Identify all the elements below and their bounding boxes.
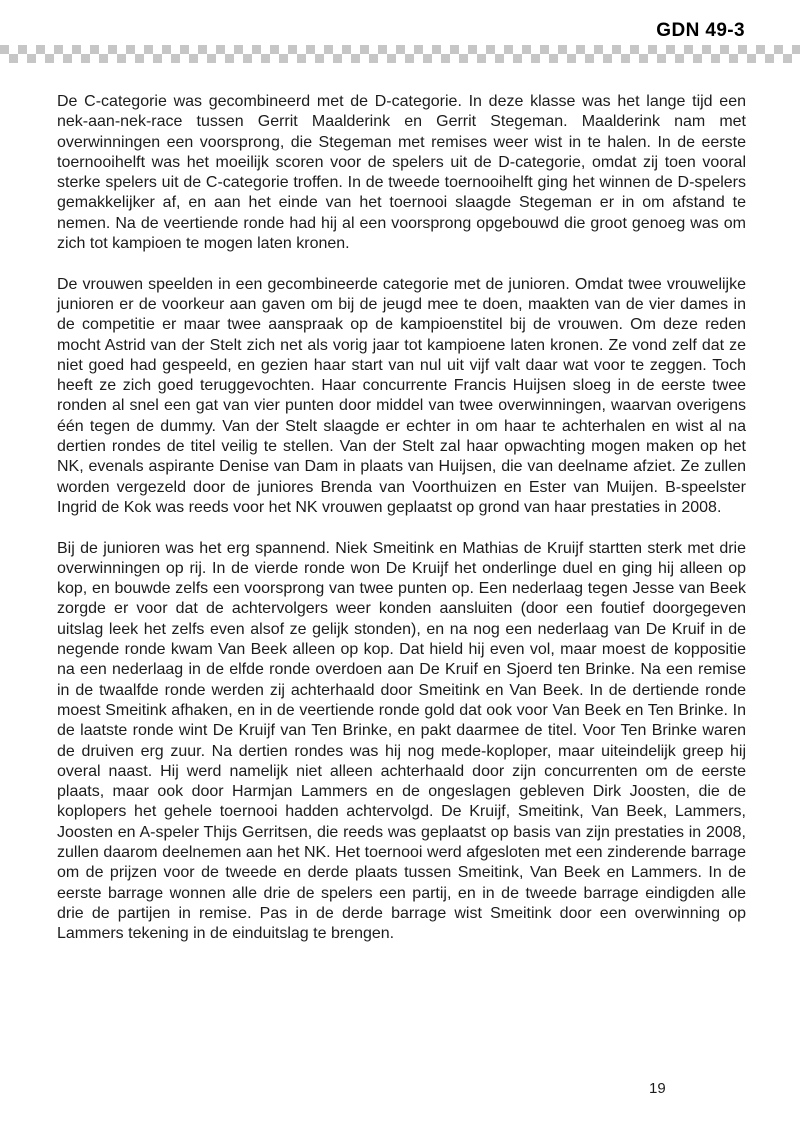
issue-header-title: GDN 49-3 <box>656 20 745 41</box>
article-body <box>57 92 746 944</box>
checkered-divider-band <box>0 45 800 63</box>
paragraph-women-juniors-category: De vrouwen speelden in een gecombineerde categorie met de junioren. Omdat twee vrouwelijke junioren er de voorkeur aan gaven om bij de jeugd mee te doen, maakten van de vier dames in de competitie er maar twee aanspraak op de kampioenstitel bij de vrouwen. Om deze reden mocht Astrid van der Stelt zich net als vorig jaar tot kampioene laten kronen. Ze vond zelf dat ze niet goed had gespeeld, en gezien haar start van nul uit vijf valt daar wat voor te zeggen. Toch heeft ze zich goed teruggevochten. Haar concurrente Francis Huijsen sloeg in de eerste twee ronden al snel een gat van vier punten door middel van twee overwinningen, waarvan overigens één tegen de dummy. Van der Stelt slaagde er echter in om haar te achterhalen en wist al na dertien rondes de titel veilig te stellen. Van der Stelt zal haar opwachting mogen maken op het NK, evenals aspirante Denise van Dam in plaats van Huijsen, die van deelname afziet. Ze zullen worden vergezeld door de juniores Brenda van Voorthuizen en Ester van Muijen. B-speelster Ingrid de Kok was reeds voor het NK vrouwen geplaatst op grond van haar prestaties in 2008. <box>57 275 746 516</box>
page-number: 19 <box>649 1080 666 1097</box>
paragraph-juniors-results: Bij de junioren was het erg spannend. Niek Smeitink en Mathias de Kruijf startten sterk met drie overwinningen op rij. In de vierde ronde won De Kruijf het onderlinge duel en ging hij alleen op kop, en bouwde zelfs een voorsprong van twee punten op. Een nederlaag tegen Jesse van Beek zorgde er voor dat de achtervolgers weer konden aansluiten (door een foutief doorgegeven uitslag leek het zelfs even alsof ze gelijk stonden), en na nog een nederlaag van De Kruif in de negende ronde kwam Van Beek alleen op kop. Dat hield hij even vol, maar moest de koppositie na een nederlaag in de elfde ronde overdoen aan De Kruif en Sjoerd ten Brinke. Na een remise in de twaalfde ronde werden zij achterhaald door Smeitink en Van Beek. In de dertiende ronde moest Smeitink afhaken, en in de veertiende ronde gold dat ook voor Van Beek en Ten Brinke. In de laatste ronde wint De Kruijf van Ten Brinke, en pakt daarmee de titel. Voor Ten Brinke waren de druiven erg zuur. Na dertien rondes was hij nog mede-koploper, maar uiteindelijk greep hij overal naast. Hij werd namelijk niet alleen achterhaald door zijn concurrenten om de eerste plaats, maar ook door Harmjan Lammers en de ongeslagen gebleven Dirk Joosten, die de koplopers het gehele toernooi hadden achtervolgd. De Kruijf, Smeitink, Van Beek, Lammers, Joosten en A-speler Thijs Gerritsen, die reeds was geplaatst op basis van zijn prestaties in 2008, zullen daarom deelnemen aan het NK. Het toernooi werd afgesloten met een zinderende barrage om de prijzen voor de tweede en derde plaats tussen Smeitink, Van Beek en Lammers. In de eerste barrage wonnen alle drie de spelers een partij, en in de tweede barrage eindigden alle drie de partijen in remise. Pas in de derde barrage wist Smeitink door een overwinning op Lammers tekening in de einduitslag te brengen. <box>57 539 746 943</box>
paragraph-cd-category: De C-categorie was gecombineerd met de D-categorie. In deze klasse was het lange tijd een nek-aan-nek-race tussen Gerrit Maalderink en Gerrit Stegeman. Maalderink nam met overwinningen een voorsprong, die Stegeman met remises weer wist in te halen. In de eerste toernooihelft was het moeilijk scoren voor de spelers uit de D-categorie, omdat zij toen vooral sterke spelers uit de C-categorie troffen. In de tweede toernooihelft ging het winnen de D-spelers gemakkelijker af, en aan het einde van het toernooi slaagde Stegeman er in om afstand te nemen. Na de veertiende ronde had hij al een voorsprong opgebouwd die groot genoeg was om zich tot kampioen te mogen laten kronen. <box>57 93 746 253</box>
